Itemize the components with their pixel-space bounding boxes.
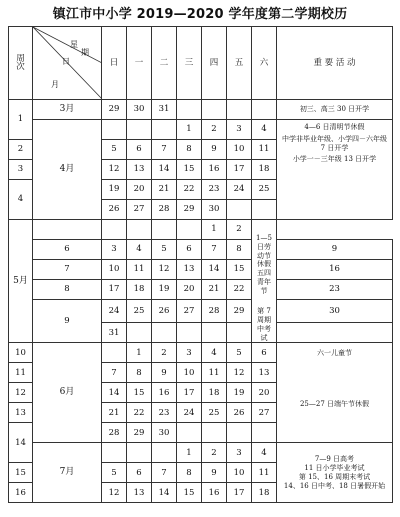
week-cell: 9 — [33, 300, 102, 343]
day-cell: 4 — [252, 443, 277, 463]
table-row — [9, 443, 393, 463]
activities-may — [252, 220, 277, 343]
day-cell: 3 — [177, 343, 202, 363]
week-header-label-1: 周 — [16, 53, 25, 64]
day-cell: 29 — [177, 200, 202, 220]
day-cell: 12 — [152, 260, 177, 280]
page-title: 镇江市中小学 2019—2020 学年度第二学期校历 — [52, 7, 348, 22]
day-cell: 26 — [152, 300, 177, 323]
day-cell: 8 — [227, 240, 252, 260]
week-cell: 3 — [9, 160, 33, 180]
activity-item: 1—5 日劳动节休假 — [256, 234, 272, 269]
day-cell: 14 — [152, 160, 177, 180]
day-cell: 19 — [227, 383, 252, 403]
day-cell: 31 — [102, 323, 127, 343]
day-cell — [102, 120, 127, 140]
day-cell: 10 — [227, 463, 252, 483]
day-cell: 2 — [227, 220, 252, 240]
week-cell: 8 — [33, 280, 102, 300]
day-cell — [127, 220, 152, 240]
day-cell: 26 — [102, 200, 127, 220]
activity-item: 六一儿童节 — [317, 349, 352, 358]
day-cell: 25 — [202, 403, 227, 423]
week-cell: 12 — [9, 383, 33, 403]
day-cell: 29 — [127, 423, 152, 443]
day-cell: 2 — [152, 343, 177, 363]
table-row — [9, 280, 393, 300]
day-cell: 14 — [152, 483, 177, 503]
day-cell — [33, 220, 102, 240]
day-cell: 19 — [152, 280, 177, 300]
activity-item: 14、16 日中考、18 日暑假开始 — [283, 481, 386, 490]
day-cell: 28 — [152, 200, 177, 220]
day-cell — [127, 443, 152, 463]
day-cell: 10 — [102, 260, 127, 280]
week-cell: 2 — [9, 140, 33, 160]
activity-item: 25—27 日端午节休假 — [299, 400, 370, 408]
header-row — [9, 27, 393, 100]
day-cell: 22 — [177, 180, 202, 200]
day-cell: 28 — [202, 300, 227, 323]
day-cell: 7 — [152, 463, 177, 483]
week-header — [9, 27, 33, 100]
activity-item: 第 15、16 周期末考试 — [298, 472, 371, 481]
day-cell: 27 — [177, 300, 202, 323]
activity-item: 中学非毕业年级、小学四－六年级 — [282, 134, 387, 143]
table-row — [9, 240, 393, 260]
day-cell: 26 — [227, 403, 252, 423]
day-cell: 8 — [177, 463, 202, 483]
day-cell — [252, 100, 277, 120]
activities-april — [277, 120, 393, 220]
table-row — [9, 120, 393, 140]
activity-item: 第 7 周期中考试 — [257, 307, 271, 342]
day-cell: 6 — [127, 463, 152, 483]
day-cell: 16 — [152, 383, 177, 403]
month-header-label: 月 — [51, 80, 59, 89]
week-cell: 15 — [9, 463, 33, 483]
day-cell: 5 — [102, 463, 127, 483]
weekday-header-wed: 三 — [177, 27, 202, 100]
day-header-label: 日 — [62, 57, 70, 66]
day-cell: 20 — [252, 383, 277, 403]
day-cell: 10 — [227, 140, 252, 160]
day-cell: 24 — [177, 403, 202, 423]
day-cell: 17 — [227, 160, 252, 180]
day-cell — [227, 323, 252, 343]
day-cell — [177, 323, 202, 343]
month-cell-april: 4月 — [33, 120, 102, 220]
table-row — [9, 300, 393, 323]
day-cell: 5 — [227, 343, 252, 363]
day-cell: 1 — [177, 120, 202, 140]
weekday-header-sat: 六 — [252, 27, 277, 100]
day-cell — [277, 323, 393, 343]
day-cell: 16 — [277, 260, 393, 280]
weekday-header-mon: 一 — [127, 27, 152, 100]
day-cell — [102, 343, 127, 363]
day-cell: 15 — [177, 160, 202, 180]
day-cell — [227, 423, 252, 443]
weekday-header-fri: 五 — [227, 27, 252, 100]
day-cell: 18 — [202, 383, 227, 403]
day-cell: 17 — [177, 383, 202, 403]
day-cell: 4 — [252, 120, 277, 140]
day-cell: 7 — [202, 240, 227, 260]
day-cell — [152, 220, 177, 240]
day-cell — [252, 200, 277, 220]
day-cell: 21 — [202, 280, 227, 300]
day-cell: 8 — [127, 363, 152, 383]
day-cell: 4 — [127, 240, 152, 260]
day-cell: 11 — [252, 463, 277, 483]
activity-item: 7 日开学 — [320, 143, 349, 152]
day-cell — [152, 443, 177, 463]
day-cell: 1 — [127, 343, 152, 363]
day-cell — [177, 100, 202, 120]
week-cell: 6 — [33, 240, 102, 260]
weekday-header-thu: 四 — [202, 27, 227, 100]
day-cell: 22 — [227, 280, 252, 300]
activity-item: 7—9 日高考 — [314, 455, 355, 464]
day-cell: 5 — [102, 140, 127, 160]
day-cell: 29 — [227, 300, 252, 323]
day-cell — [202, 423, 227, 443]
day-cell — [127, 120, 152, 140]
day-cell: 13 — [127, 160, 152, 180]
day-cell: 3 — [227, 443, 252, 463]
day-cell: 1 — [177, 443, 202, 463]
day-cell: 14 — [102, 383, 127, 403]
week-cell: 11 — [9, 363, 33, 383]
day-cell: 15 — [127, 383, 152, 403]
day-cell: 17 — [102, 280, 127, 300]
day-cell: 21 — [152, 180, 177, 200]
day-cell: 31 — [152, 100, 177, 120]
day-cell: 19 — [102, 180, 127, 200]
day-cell — [252, 423, 277, 443]
day-cell: 11 — [252, 140, 277, 160]
day-cell: 3 — [102, 240, 127, 260]
table-row — [9, 260, 393, 280]
day-cell — [127, 323, 152, 343]
table-row — [9, 220, 393, 240]
day-cell — [202, 323, 227, 343]
month-day-weekday-header — [33, 27, 102, 100]
day-cell: 23 — [202, 180, 227, 200]
day-cell: 8 — [177, 140, 202, 160]
day-cell: 25 — [252, 180, 277, 200]
day-cell: 16 — [202, 483, 227, 503]
activities-header: 重 要 活 动 — [277, 27, 393, 100]
activity-item: 初三、高三 30 日开学 — [299, 105, 370, 114]
day-cell: 21 — [102, 403, 127, 423]
day-cell: 12 — [102, 160, 127, 180]
weekday-header-label-2: 期 — [81, 48, 89, 57]
day-cell: 23 — [152, 403, 177, 423]
day-cell: 15 — [177, 483, 202, 503]
day-cell: 3 — [227, 120, 252, 140]
day-cell: 15 — [227, 260, 252, 280]
week-header-label-2: 次 — [16, 62, 25, 72]
activities-june — [277, 343, 393, 443]
month-cell-june: 6月 — [33, 343, 102, 443]
day-cell: 13 — [177, 260, 202, 280]
month-cell-march: 3月 — [33, 100, 102, 120]
activity-item: 4—6 日清明节休假 — [304, 123, 365, 131]
day-cell: 16 — [202, 160, 227, 180]
day-cell: 2 — [202, 443, 227, 463]
day-cell: 13 — [252, 363, 277, 383]
day-cell: 14 — [202, 260, 227, 280]
week-cell: 4 — [9, 180, 33, 220]
week-cell: 1 — [9, 100, 33, 140]
day-cell: 4 — [202, 343, 227, 363]
day-cell — [227, 100, 252, 120]
day-cell: 22 — [127, 403, 152, 423]
week-cell: 10 — [9, 343, 33, 363]
day-cell: 12 — [227, 363, 252, 383]
day-cell: 23 — [277, 280, 393, 300]
day-cell: 10 — [177, 363, 202, 383]
weekday-header-tue: 二 — [152, 27, 177, 100]
day-cell: 24 — [227, 180, 252, 200]
table-row — [9, 100, 393, 120]
day-cell: 30 — [277, 300, 393, 323]
weekday-header-sun: 日 — [102, 27, 127, 100]
activities-july — [277, 443, 393, 503]
day-cell — [202, 100, 227, 120]
activity-item: 小学一－三年级 13 日开学 — [292, 155, 377, 164]
week-cell: 16 — [9, 483, 33, 503]
month-cell-may: 5月 — [9, 220, 33, 343]
week-cell: 7 — [33, 260, 102, 280]
day-cell: 30 — [127, 100, 152, 120]
day-cell: 18 — [127, 280, 152, 300]
day-cell: 9 — [277, 240, 393, 260]
activity-item: 11 日小学毕业考试 — [304, 464, 365, 472]
day-cell: 27 — [252, 403, 277, 423]
activity-item: 五四青年节 — [257, 269, 271, 295]
day-cell — [177, 423, 202, 443]
day-cell: 25 — [127, 300, 152, 323]
month-cell-july: 7月 — [33, 443, 102, 503]
day-cell: 27 — [127, 200, 152, 220]
day-cell: 18 — [252, 483, 277, 503]
day-cell: 6 — [127, 140, 152, 160]
day-cell: 7 — [152, 140, 177, 160]
day-cell: 18 — [252, 160, 277, 180]
day-cell: 9 — [152, 363, 177, 383]
week-cell: 14 — [9, 423, 33, 463]
day-cell: 11 — [127, 260, 152, 280]
school-calendar-table — [8, 26, 392, 514]
day-cell — [152, 323, 177, 343]
day-cell: 6 — [177, 240, 202, 260]
day-cell: 5 — [152, 240, 177, 260]
day-cell: 2 — [202, 120, 227, 140]
day-cell: 29 — [102, 100, 127, 120]
day-cell: 20 — [177, 280, 202, 300]
day-cell: 9 — [202, 463, 227, 483]
weekday-header-label-1: 星 — [70, 40, 78, 49]
week-cell: 13 — [9, 403, 33, 423]
day-cell: 1 — [202, 220, 227, 240]
day-cell — [177, 220, 202, 240]
activities-march — [277, 100, 393, 120]
day-cell: 13 — [127, 483, 152, 503]
day-cell — [102, 220, 127, 240]
day-cell: 20 — [127, 180, 152, 200]
day-cell: 17 — [227, 483, 252, 503]
day-cell: 28 — [102, 423, 127, 443]
day-cell: 24 — [102, 300, 127, 323]
day-cell — [227, 200, 252, 220]
day-cell — [102, 443, 127, 463]
day-cell: 9 — [202, 140, 227, 160]
day-cell: 30 — [202, 200, 227, 220]
day-cell: 6 — [252, 343, 277, 363]
day-cell: 7 — [102, 363, 127, 383]
day-cell: 11 — [202, 363, 227, 383]
table-row — [9, 343, 393, 363]
day-cell: 12 — [102, 483, 127, 503]
day-cell — [152, 120, 177, 140]
day-cell: 30 — [152, 423, 177, 443]
